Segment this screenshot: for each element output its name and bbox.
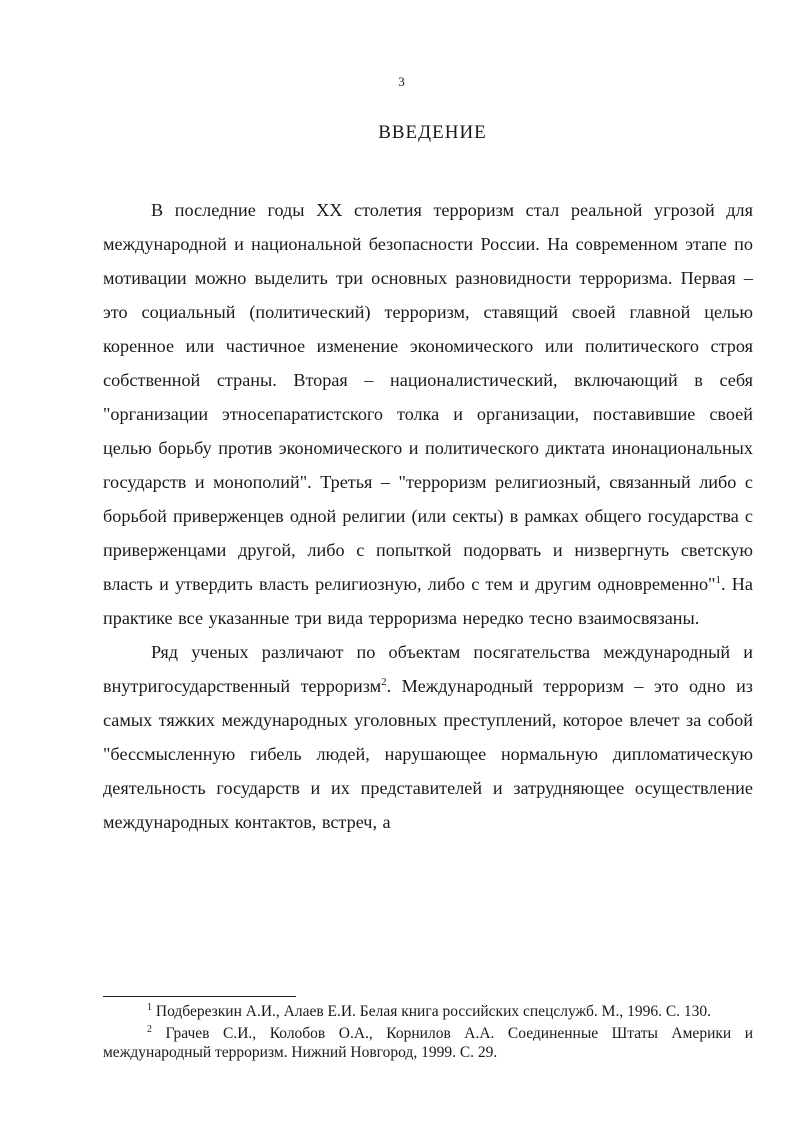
footnote-separator [103,996,296,997]
main-text [103,193,753,839]
page-number: 3 [398,74,405,89]
footnote-1 [103,1002,753,1021]
paragraph-2-tail: . Международный терроризм – это одно из самых тяжких международных уголовных преступлений, которое влечет за собой "бессмысленную гибель людей, нарушающее нормальную дипломатическую деятельность государств и их представителей и затрудняющее осуществление международных контактов, встреч, а [103,676,753,832]
footnote-ref-1: 1 [715,573,721,586]
footnote-1-marker: 1 [147,1001,152,1013]
paragraph-1 [103,193,753,635]
footnote-2 [103,1024,753,1062]
paragraph-2 [103,635,753,839]
footnote-ref-2: 2 [381,675,387,688]
paragraph-2-text: Ряд ученых различают по объектам посягательства международный и внутригосударственный терроризм [103,642,753,696]
paragraph-1-text: В последние годы XX столетия терроризм стал реальной угрозой для международной и национальной безопасности России. На современном этапе по мотивации можно выделить три основных разновидности терроризма. Первая – это социальный (политический) терроризм, ставящий своей главной целью коренное или частичное изменение экономического или политического строя собственной страны. Вторая – националистический, включающий в себя "организации этносепаратистского толка и организации, поставившие своей целью борьбу против экономического и политического диктата инонациональных государств и монополий". Третья – "терроризм религиозный, связанный либо с борьбой приверженцев одной религии (или секты) в рамках общего государства с приверженцами другой, либо с попыткой подорвать и низвергнуть светскую власть и утвердить власть религиозную, либо с тем и другим одновременно" [103,200,753,594]
footnote-1-text: Подберезкин А.И., Алаев Е.И. Белая книга российских спецслужб. М., 1996. С. 130. [152,1003,712,1020]
footnote-2-marker: 2 [147,1023,152,1035]
page-title: ВВЕДЕНИЕ [378,122,487,143]
footnote-2-text: Грачев С.И., Колобов О.А., Корнилов А.А. Соединенные Штаты Америки и международный терроризм. Нижний Новгород, 1999. С. 29. [103,1025,753,1061]
footnotes [103,1002,753,1065]
paragraph-1-tail: . На практике все указанные три вида терроризма нередко тесно взаимосвязаны. [103,574,753,628]
